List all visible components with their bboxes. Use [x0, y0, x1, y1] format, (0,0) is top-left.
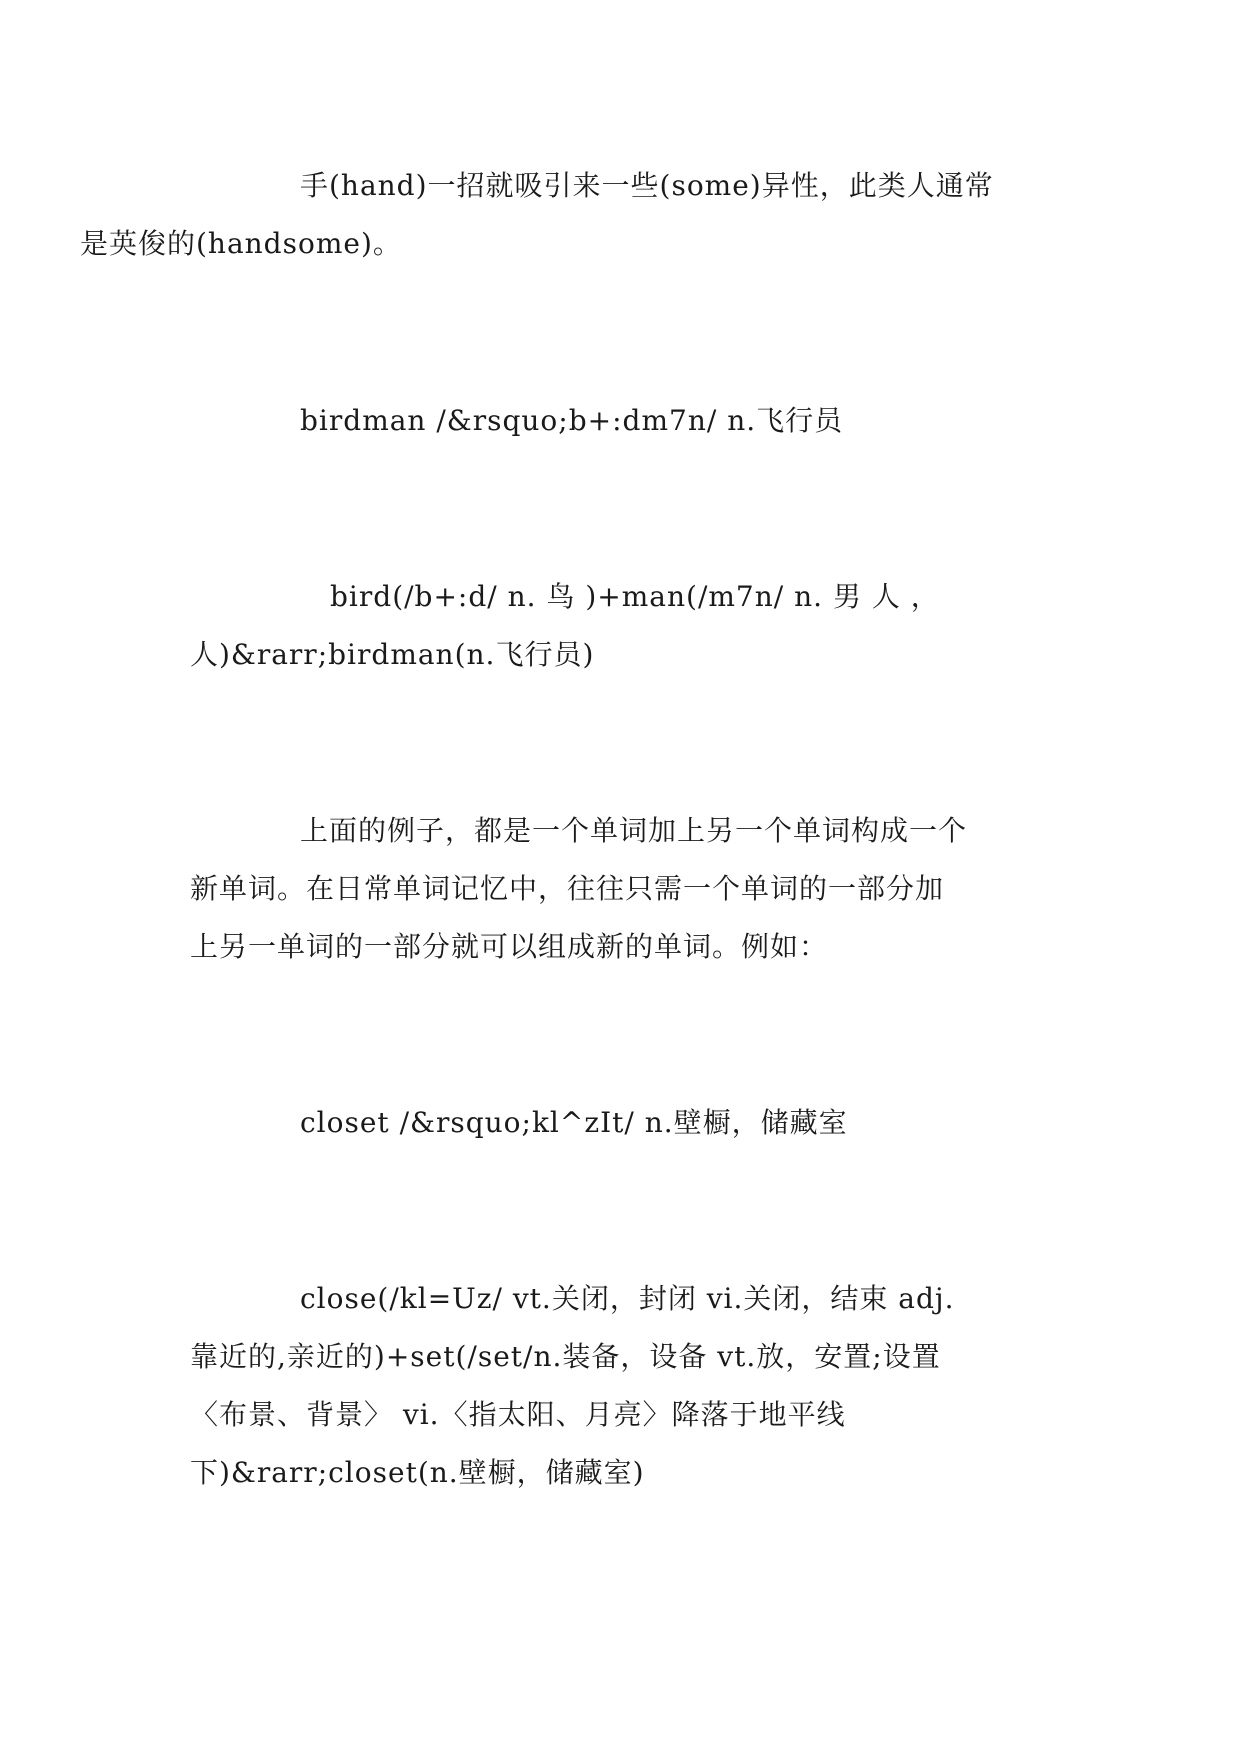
text-line: 新单词。在日常单词记忆中，往往只需一个单词的一部分加 [190, 872, 945, 905]
text-line: 〈布景、背景〉 vi.〈指太阳、月亮〉降落于地平线 [190, 1398, 846, 1431]
text-line: 是英俊的(handsome)。 [80, 227, 402, 260]
text-line: closet /&rsquo;kl^zIt/ n.壁橱，储藏室 [300, 1106, 848, 1139]
paragraph-compound-words-note [190, 802, 1055, 976]
text-line: 上另一单词的一部分就可以组成新的单词。例如： [190, 930, 829, 963]
text-line: 人)&rarr;birdman(n.飞行员) [190, 638, 595, 671]
text-line: 手(hand)一招就吸引来一些(some)异性，此类人通常 [300, 169, 994, 202]
text-line: 靠近的,亲近的)+set(/set/n.装备，设备 vt.放，安置;设置 [190, 1340, 941, 1373]
paragraph-closet-entry [190, 1094, 1055, 1152]
text-line: birdman /&rsquo;b+:dm7n/ n.飞行员 [300, 404, 844, 437]
paragraph-handsome-explanation [80, 157, 1055, 273]
text-line: bird(/b+:d/ n. 鸟 )+man(/m7n/ n. 男 人 ， [330, 580, 940, 613]
paragraph-closet-breakdown [190, 1270, 1055, 1502]
paragraph-birdman-entry [190, 392, 1055, 450]
text-line: 下)&rarr;closet(n.壁橱，储藏室) [190, 1456, 645, 1489]
text-line: close(/kl=Uz/ vt.关闭，封闭 vi.关闭，结束 adj. [300, 1282, 955, 1315]
text-line: 上面的例子，都是一个单词加上另一个单词构成一个 [300, 814, 968, 847]
paragraph-birdman-breakdown [190, 568, 1055, 684]
